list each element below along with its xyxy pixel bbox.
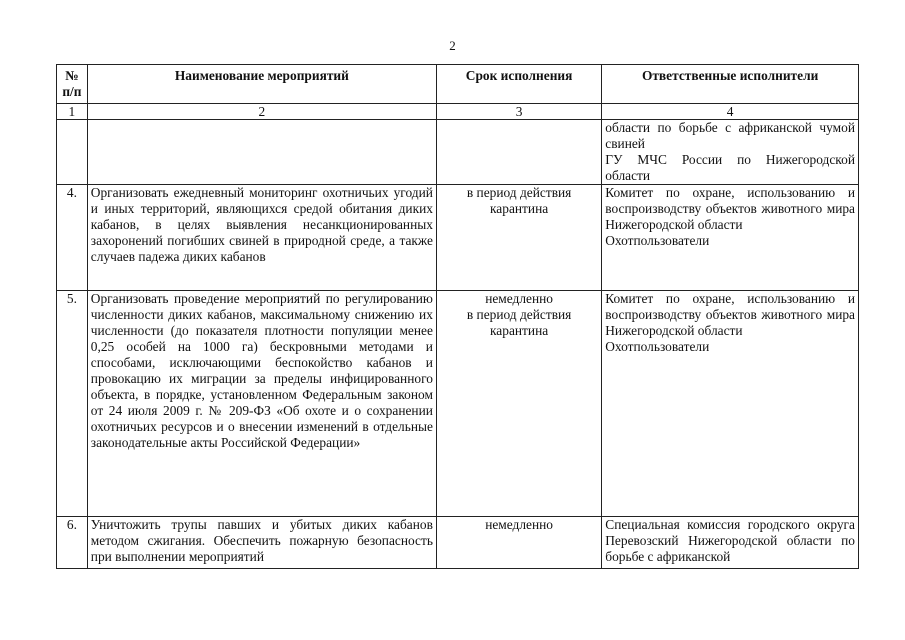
index-cell: 1 xyxy=(57,104,88,120)
responsible-line: ГУ МЧС России по Нижегородской области xyxy=(605,152,855,183)
index-cell: 4 xyxy=(602,104,859,120)
responsible-line: области по борьбе с африканской чумой свиней xyxy=(605,120,855,151)
row-number: 6. xyxy=(57,517,88,569)
term-line: немедленно xyxy=(485,517,554,532)
row-responsible xyxy=(602,517,859,569)
row-term xyxy=(436,517,601,569)
table-row xyxy=(57,517,859,569)
row-responsible xyxy=(602,291,859,517)
row-term xyxy=(436,291,601,517)
header-num-line2: п/п xyxy=(62,84,82,99)
row-term xyxy=(436,120,601,185)
header-num-line1: № xyxy=(65,68,79,83)
row-measure: Организовать проведение мероприятий по регулированию численности диких кабанов, максимальному снижению их численности (до показателя плотности популяции менее 0,25 особей на 1000 га) бескровными методами и способами, исключающими беспокойство кабанов и провокацию их миграции за пределы инфицированного объекта, в порядке, установленном Федеральным законом от 24 июля 2009 г. № 209-ФЗ «Об охоте и о сохранении охотничьих ресурсов и о внесении изменений в отдельные законодательные акты Российской Федерации» xyxy=(87,291,436,517)
row-number: 4. xyxy=(57,185,88,291)
table-header-row xyxy=(57,65,859,104)
responsible-line: Специальная комиссия городского округа Перевозский Нижегородской области по борьбе с африканской xyxy=(605,517,855,564)
term-line: немедленно xyxy=(485,291,554,306)
header-resp: Ответственные исполнители xyxy=(602,65,859,104)
responsible-line: Комитет по охране, использованию и воспроизводству объектов животного мира Нижегородской области xyxy=(605,185,855,232)
column-index-row xyxy=(57,104,859,120)
row-measure: Организовать ежедневный мониторинг охотничьих угодий и иных территорий, являющихся средой обитания диких кабанов, в целях выявления несанкционированных захоронений погибших свиней в природной среде, а также случаев падежа диких кабанов xyxy=(87,185,436,291)
table-row xyxy=(57,291,859,517)
row-responsible xyxy=(602,120,859,185)
term-line: в период действия карантина xyxy=(466,307,572,338)
row-responsible xyxy=(602,185,859,291)
header-name: Наименование мероприятий xyxy=(87,65,436,104)
header-num xyxy=(57,65,88,104)
page-number: 2 xyxy=(449,38,456,53)
row-measure xyxy=(87,120,436,185)
index-cell: 3 xyxy=(436,104,601,120)
row-measure: Уничтожить трупы павших и убитых диких кабанов методом сжигания. Обеспечить пожарную безопасность при выполнении мероприятий xyxy=(87,517,436,569)
row-term xyxy=(436,185,601,291)
row-number xyxy=(57,120,88,185)
header-term: Срок исполнения xyxy=(436,65,601,104)
responsible-line: Охотпользователи xyxy=(605,233,710,248)
row-number: 5. xyxy=(57,291,88,517)
measures-table xyxy=(56,64,859,569)
responsible-line: Охотпользователи xyxy=(605,339,710,354)
table-row xyxy=(57,185,859,291)
index-cell: 2 xyxy=(87,104,436,120)
term-line: в период действия карантина xyxy=(466,185,572,216)
responsible-line: Комитет по охране, использованию и воспроизводству объектов животного мира Нижегородской области xyxy=(605,291,855,338)
table-row xyxy=(57,120,859,185)
